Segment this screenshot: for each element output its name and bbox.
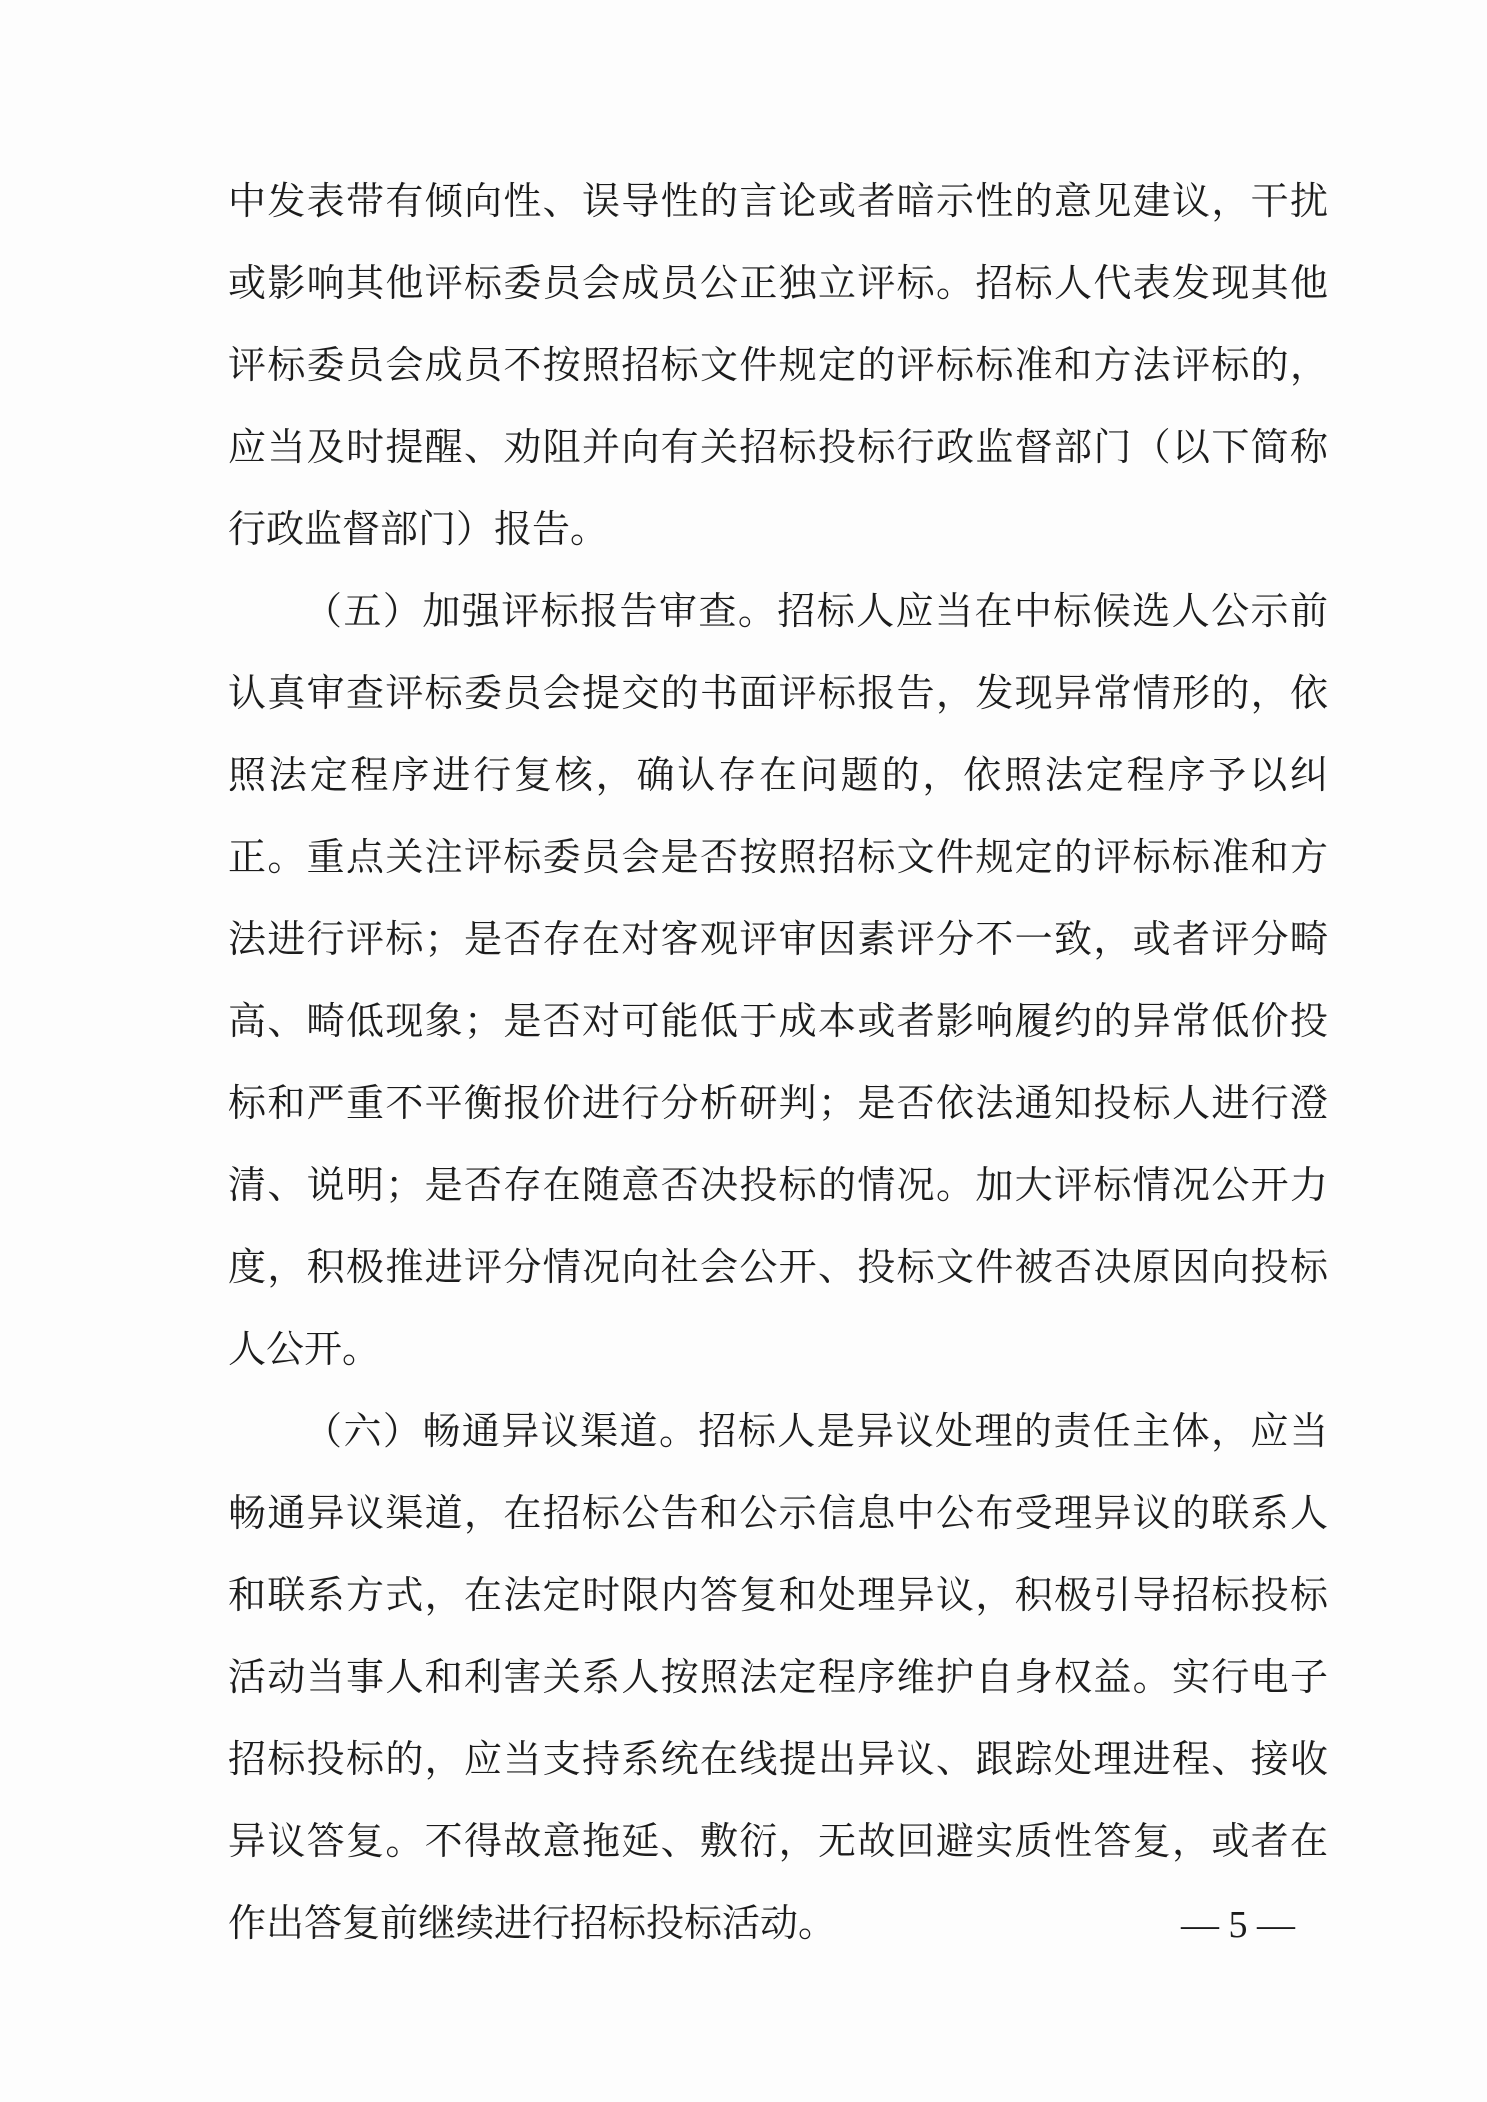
- paragraph-line: 招标投标的，应当支持系统在线提出异议、跟踪处理进程、接收: [228, 1737, 1328, 1781]
- section-heading-line: （六）畅通异议渠道。招标人是异议处理的责任主体，应当: [304, 1409, 1328, 1453]
- paragraph-line: 评标委员会成员不按照招标文件规定的评标标准和方法评标的，: [228, 343, 1328, 387]
- paragraph-line: 活动当事人和利害关系人按照法定程序维护自身权益。实行电子: [228, 1655, 1328, 1699]
- section-heading-line: （五）加强评标报告审查。招标人应当在中标候选人公示前: [304, 589, 1328, 633]
- page-number: — 5 —: [1181, 1904, 1295, 1946]
- paragraph-line: 高、畸低现象；是否对可能低于成本或者影响履约的异常低价投: [228, 999, 1328, 1043]
- paragraph-line: 标和严重不平衡报价进行分析研判；是否依法通知投标人进行澄: [228, 1081, 1328, 1125]
- paragraph-line: 清、说明；是否存在随意否决投标的情况。加大评标情况公开力: [228, 1163, 1328, 1207]
- paragraph-line: 异议答复。不得故意拖延、敷衍，无故回避实质性答复，或者在: [228, 1819, 1328, 1863]
- paragraph-line: 或影响其他评标委员会成员公正独立评标。招标人代表发现其他: [228, 261, 1328, 305]
- paragraph-line: 作出答复前继续进行招标投标活动。: [228, 1901, 837, 1945]
- paragraph-line: 行政监督部门）报告。: [228, 507, 609, 551]
- paragraph-line: 人公开。: [228, 1327, 381, 1371]
- paragraph-line: 畅通异议渠道，在招标公告和公示信息中公布受理异议的联系人: [228, 1491, 1328, 1535]
- paragraph-line: 应当及时提醒、劝阻并向有关招标投标行政监督部门（以下简称: [228, 425, 1328, 469]
- paragraph-line: 和联系方式，在法定时限内答复和处理异议，积极引导招标投标: [228, 1573, 1328, 1617]
- paragraph-line: 中发表带有倾向性、误导性的言论或者暗示性的意见建议，干扰: [228, 179, 1328, 223]
- paragraph-line: 法进行评标；是否存在对客观评审因素评分不一致，或者评分畸: [228, 917, 1328, 961]
- paragraph-line: 正。重点关注评标委员会是否按照招标文件规定的评标标准和方: [228, 835, 1328, 879]
- paragraph-line: 度，积极推进评分情况向社会公开、投标文件被否决原因向投标: [228, 1245, 1328, 1289]
- paragraph-line: 认真审查评标委员会提交的书面评标报告，发现异常情形的，依: [228, 671, 1328, 715]
- paragraph-line: 照法定程序进行复核，确认存在问题的，依照法定程序予以纠: [228, 753, 1328, 797]
